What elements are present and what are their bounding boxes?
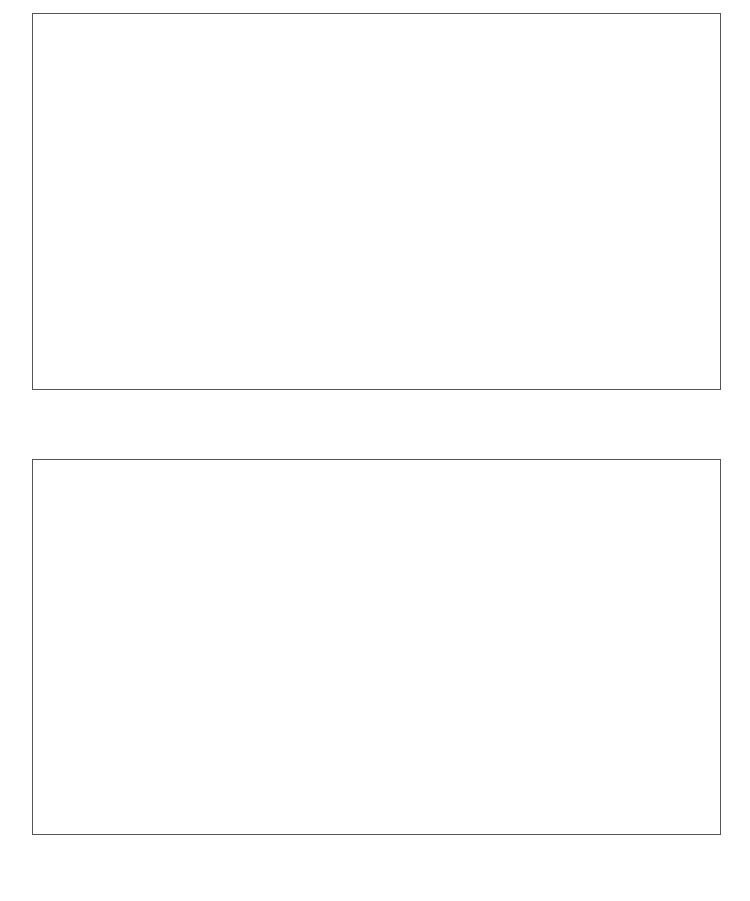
combiner-12-diagram-panel — [32, 459, 721, 835]
combiner-12-schematic — [33, 460, 722, 836]
combiner-8-schematic — [33, 14, 722, 391]
combiner-8-diagram-panel — [32, 13, 721, 390]
